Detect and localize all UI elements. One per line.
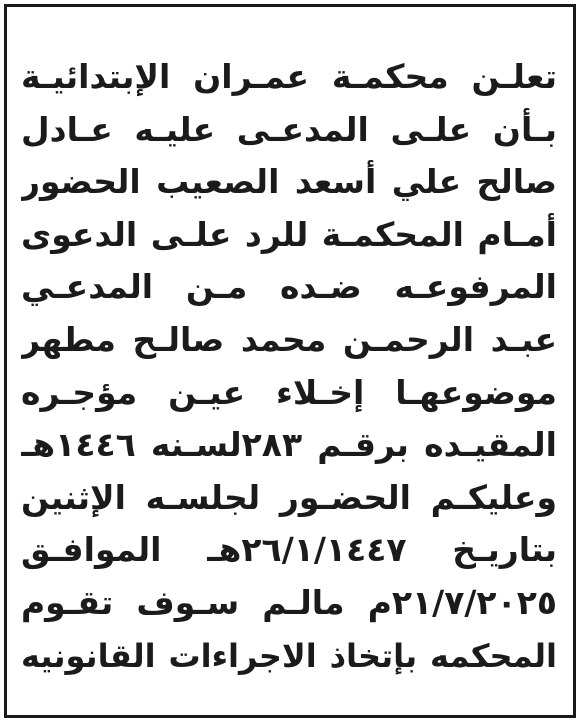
notice-line-12: المحكمه بإتخاذ الاجراءات القانونيه — [21, 636, 557, 675]
notice-line-1: تعلـن محكمـة عمـران الإبتدائيـة — [21, 57, 557, 96]
notice-line-2: بـأن علـى المدعـى عليـه عـادل — [21, 109, 557, 149]
notice-line-7: موضوعهـا إخـلاء عيـن مؤجـره — [21, 372, 557, 412]
notice-line-9: وعليكـم الحضـور لجلسـه الإثنين — [21, 477, 557, 517]
notice-line-3: صالح علي أسعد الصعيب الحضور — [21, 162, 557, 202]
notice-frame — [4, 4, 576, 718]
notice-line-10: بتاريـخ ٢٦/١/١٤٤٧هـ الموافـق — [21, 530, 557, 570]
notice-line-4: أمـام المحكمـة للرد علـى الدعوى — [21, 214, 557, 254]
notice-body — [21, 51, 557, 682]
notice-line-5: المرفوعـه ضـده مـن المدعـي — [21, 267, 557, 307]
notice-line-8: المقيـده برقـم ٢٨٣لسـنه ١٤٤٦هـ — [21, 425, 557, 465]
notice-line-6: عبـد الرحمـن محمد صالـح مطهر — [21, 319, 557, 359]
notice-line-11: ٢١/٧/٢٠٢٥م مالـم سـوف تقـوم — [21, 582, 557, 622]
